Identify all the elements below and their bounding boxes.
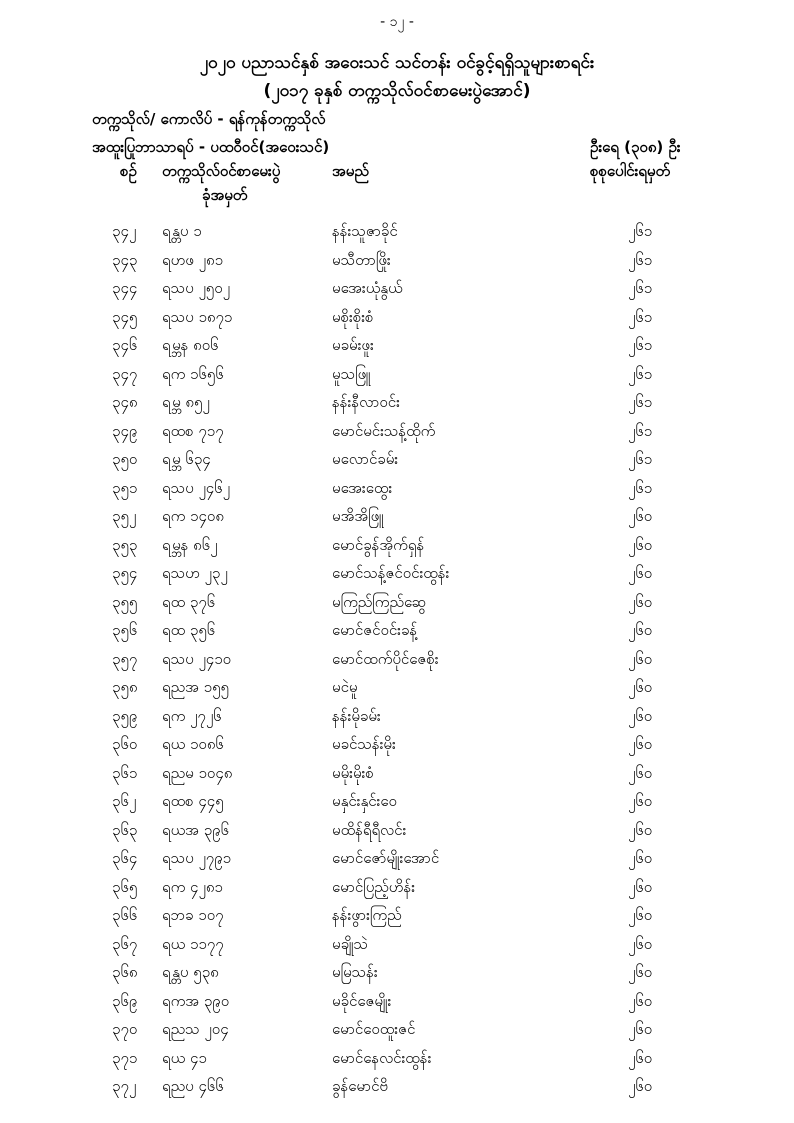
table-row (0, 988, 794, 1017)
roll-number: ရသပ ၂၄၁၀ (162, 649, 232, 668)
student-name: ခွန်မောင်ဗိ (332, 1077, 388, 1095)
total-marks: ၂၆၀ (628, 991, 653, 1010)
table-row (0, 703, 794, 732)
student-name: မူသဖြူ (332, 364, 371, 383)
page-number: - ၁၂ - (380, 14, 414, 30)
row-number: ၃၅၇ (112, 649, 138, 668)
student-list (0, 218, 794, 1102)
roll-number: ရညပ ၄၆၆ (162, 1077, 224, 1095)
roll-number: ရထ ၃၇၆ (162, 592, 216, 611)
row-number: ၃၅၅ (112, 592, 138, 611)
table-row (0, 361, 794, 390)
total-marks: ၂၆၁ (628, 222, 653, 240)
student-name: မခင်သန်းမိုး (332, 735, 396, 753)
row-number: ၃၆၇ (112, 934, 138, 953)
roll-number: ရန္တပ ၁ (162, 222, 202, 240)
row-number: ၃၇၂ (112, 1077, 137, 1095)
row-number: ၃၄၄ (112, 279, 138, 297)
student-name: နန်းမိုခမ်း (332, 706, 381, 725)
total-marks: ၂၆၀ (628, 735, 653, 753)
total-marks: ၂၆၁ (628, 364, 653, 383)
roll-number: ရက ၁၄၀၈ (162, 507, 224, 525)
total-marks: ၂၆၀ (628, 820, 653, 839)
table-row (0, 389, 794, 418)
row-number: ၃၅၆ (112, 621, 138, 639)
table-row (0, 817, 794, 846)
student-name: မချိုသဲ (332, 934, 369, 953)
roll-number: ရယ ၁၁၇၇ (162, 934, 224, 953)
table-row (0, 332, 794, 361)
roll-number: ရန္တပ ၅၃၈ (162, 963, 219, 981)
table-row (0, 275, 794, 304)
roll-number: ရယအ ၃၉၆ (162, 820, 230, 839)
student-name: မငဲမူ (332, 678, 358, 696)
total-marks: ၂၆၁ (628, 279, 653, 297)
row-number: ၃၅၉ (112, 706, 138, 725)
roll-number: ရထစ ၇၁၇ (162, 421, 224, 440)
table-row (0, 589, 794, 618)
table-row (0, 760, 794, 789)
roll-number: ရမ္ဘ ၆၃၄ (162, 450, 211, 468)
table-row (0, 1016, 794, 1045)
table-row (0, 874, 794, 903)
total-marks: ၂၆၁ (628, 307, 653, 326)
table-row (0, 1045, 794, 1074)
roll-number: ရမ္ဘန ၈၆၂ (162, 535, 218, 554)
column-header-marks: စုစုပေါင်းရမှတ် (590, 162, 671, 180)
student-name: မထိန်ရီရီလင်း (332, 820, 407, 839)
row-number: ၃၆၀ (112, 735, 138, 753)
row-number: ၃၆၂ (112, 792, 137, 810)
table-row (0, 959, 794, 988)
student-name: မမိုးမိုးစံ (332, 763, 374, 782)
total-marks: ၂၆၀ (628, 963, 653, 981)
column-header-roll-no: တက္ကသိုလ်ဝင်စာမေးပွဲ (162, 162, 281, 180)
table-row (0, 646, 794, 675)
row-number: ၃၄၆ (112, 336, 138, 354)
student-name: မောင်ဝေထူးဇင် (332, 1020, 416, 1038)
roll-number: ရမ္ဘ ၈၅၂ (162, 393, 210, 411)
roll-number: ရမ္ဘန ၈၀၆ (162, 336, 219, 354)
roll-number: ရက ၁၆၅၆ (162, 364, 224, 383)
student-name: မကြည်ကြည်ဆွေ (332, 592, 427, 611)
roll-number: ရဟဖ ၂၈၁ (162, 250, 224, 269)
roll-number: ရဘခ ၁၀၇ (162, 906, 224, 924)
subject-line: အထူးပြုဘာသာရပ် - ပထဝီဝင်(အဝေးသင်) (92, 138, 330, 156)
table-row (0, 446, 794, 475)
roll-number: ရယ ၄၁ (162, 1048, 207, 1067)
table-row (0, 560, 794, 589)
university-line: တက္ကသိုလ်/ ကောလိပ် - ရန်ကုန်တက္ကသိုလ် (92, 110, 326, 128)
row-number: ၃၆၅ (112, 877, 138, 896)
row-number: ၃၆၃ (112, 820, 138, 839)
student-name: မောင်မင်းသန့်ထိုက် (332, 421, 436, 440)
roll-number: ရက ၄၂၈၁ (162, 877, 223, 896)
total-marks: ၂၆၁ (628, 393, 653, 411)
total-marks: ၂၆၀ (628, 877, 653, 896)
roll-number: ရညသ ၂၀၄ (162, 1020, 229, 1038)
student-name: မောင်နေလင်းထွန်း (332, 1048, 432, 1067)
row-number: ၃၄၅ (112, 307, 138, 326)
student-name: မခမ်းဖူး (332, 336, 374, 354)
total-count: ဦးရေ (၃၀၈) ဦး (590, 138, 681, 156)
total-marks: ၂၆၁ (628, 450, 653, 468)
roll-number: ရယ ၁၀၈၆ (162, 735, 224, 753)
row-number: ၃၄၇ (112, 364, 138, 383)
student-name: မအေးထွေး (332, 478, 393, 497)
row-number: ၃၅၄ (112, 564, 138, 582)
roll-number: ရထစ ၄၄၅ (162, 792, 224, 810)
total-marks: ၂၆၀ (628, 706, 653, 725)
total-marks: ၂၆၁ (628, 250, 653, 269)
document-title: ၂၀၂၀ ပညာသင်နှစ် အဝေးသင် သင်တန်း ဝင်ခွင့်ရရှိသူများစာရင်း (199, 53, 595, 73)
row-number: ၃၄၉ (112, 421, 138, 440)
row-number: ၃၅၀ (112, 450, 138, 468)
total-marks: ၂၆၀ (628, 792, 653, 810)
roll-number: ရကအ ၃၉၀ (162, 991, 230, 1010)
total-marks: ၂၆၀ (628, 934, 653, 953)
row-number: ၃၆၉ (112, 991, 138, 1010)
roll-number: ရသပ ၁၈၇၁ (162, 307, 233, 326)
roll-number: ရသပ ၂၄၆၂ (162, 478, 231, 497)
student-name: မသီတာဖြိုး (332, 250, 391, 269)
student-name: မမြသန်း (332, 963, 378, 981)
total-marks: ၂၆၀ (628, 763, 653, 782)
total-marks: ၂၆၁ (628, 478, 653, 497)
document-subtitle: (၂၀၁၇ ခုနှစ် တက္ကသိုလ်ဝင်စာမေးပွဲအောင်) (263, 81, 531, 101)
student-name: မောင်ဇော်မျိုးအောင် (332, 849, 440, 867)
table-row (0, 617, 794, 646)
row-number: ၃၇၀ (112, 1020, 138, 1038)
roll-number: ရညအ ၁၅၅ (162, 678, 229, 696)
row-number: ၃၅၁ (112, 478, 138, 497)
roll-number: ရသဟ ၂၃၂ (162, 564, 228, 582)
row-number: ၃၅၂ (112, 507, 137, 525)
row-number: ၃၆၄ (112, 849, 138, 867)
total-marks: ၂၆၀ (628, 564, 653, 582)
total-marks: ၂၆၁ (628, 336, 653, 354)
table-row (0, 218, 794, 247)
student-name: မအေးယုံနွယ် (332, 279, 403, 297)
total-marks: ၂၆၀ (628, 678, 653, 696)
student-name: မောင်ထက်ပိုင်ဇေစိုး (332, 649, 439, 668)
roll-number: ရက ၂၇၂၆ (162, 706, 222, 725)
table-row (0, 845, 794, 874)
student-name: နန်းဖွားကြည် (332, 906, 402, 924)
row-number: ၃၄၃ (112, 250, 138, 269)
column-header-name: အမည် (332, 162, 369, 180)
column-header-roll-no-line2: ခုံအမှတ် (202, 186, 248, 204)
table-row (0, 475, 794, 504)
table-row (0, 418, 794, 447)
student-name: မောင်ပြည့်ဟိန်း (332, 877, 416, 896)
roll-number: ရညမ ၁၀၄၈ (162, 763, 233, 782)
row-number: ၃၄၈ (112, 393, 138, 411)
table-row (0, 731, 794, 760)
student-name: နန်းနီလာဝင်း (332, 393, 400, 411)
table-row (0, 503, 794, 532)
row-number: ၃၅၃ (112, 535, 138, 554)
total-marks: ၂၆၀ (628, 1048, 653, 1067)
student-name: မအိအိဖြူ (332, 507, 384, 525)
row-number: ၃၅၈ (112, 678, 138, 696)
row-number: ၃၄၂ (112, 222, 137, 240)
table-row (0, 532, 794, 561)
total-marks: ၂၆၀ (628, 906, 653, 924)
student-name: မစိုးစိုးစံ (332, 307, 374, 326)
table-row (0, 931, 794, 960)
total-marks: ၂၆၀ (628, 592, 653, 611)
row-number: ၃၆၁ (112, 763, 138, 782)
roll-number: ရသပ ၂၇၉၁ (162, 849, 232, 867)
row-number: ၃၆၈ (112, 963, 138, 981)
student-name: မောင်ဇင်ဝင်းခန့် (332, 621, 418, 639)
student-name: နန်းသူဇာခိုင် (332, 222, 398, 240)
total-marks: ၂၆၀ (628, 1077, 653, 1095)
total-marks: ၂၆၀ (628, 621, 653, 639)
table-row (0, 788, 794, 817)
roll-number: ရထ ၃၅၆ (162, 621, 216, 639)
student-name: မလောင်ခမ်း (332, 450, 399, 468)
table-row (0, 247, 794, 276)
total-marks: ၂၆၁ (628, 421, 653, 440)
roll-number: ရသပ ၂၅၀၂ (162, 279, 231, 297)
total-marks: ၂၆၀ (628, 535, 653, 554)
table-row (0, 304, 794, 333)
table-row (0, 674, 794, 703)
total-marks: ၂၆၀ (628, 649, 653, 668)
total-marks: ၂၆၀ (628, 507, 653, 525)
student-name: မောင်သန့်ဇင်ဝင်းထွန်း (332, 564, 450, 582)
student-name: မနှင်းနှင်းဝေ (332, 792, 397, 810)
row-number: ၃၇၁ (112, 1048, 138, 1067)
row-number: ၃၆၆ (112, 906, 138, 924)
student-name: မောင်ခွန်အိုက်ရှန် (332, 535, 425, 554)
student-name: မခိုင်ဇေမျိုး (332, 991, 392, 1010)
column-header-no: စဉ် (120, 162, 137, 180)
table-row (0, 1073, 794, 1102)
total-marks: ၂၆၀ (628, 1020, 653, 1038)
total-marks: ၂၆၀ (628, 849, 653, 867)
table-row (0, 902, 794, 931)
